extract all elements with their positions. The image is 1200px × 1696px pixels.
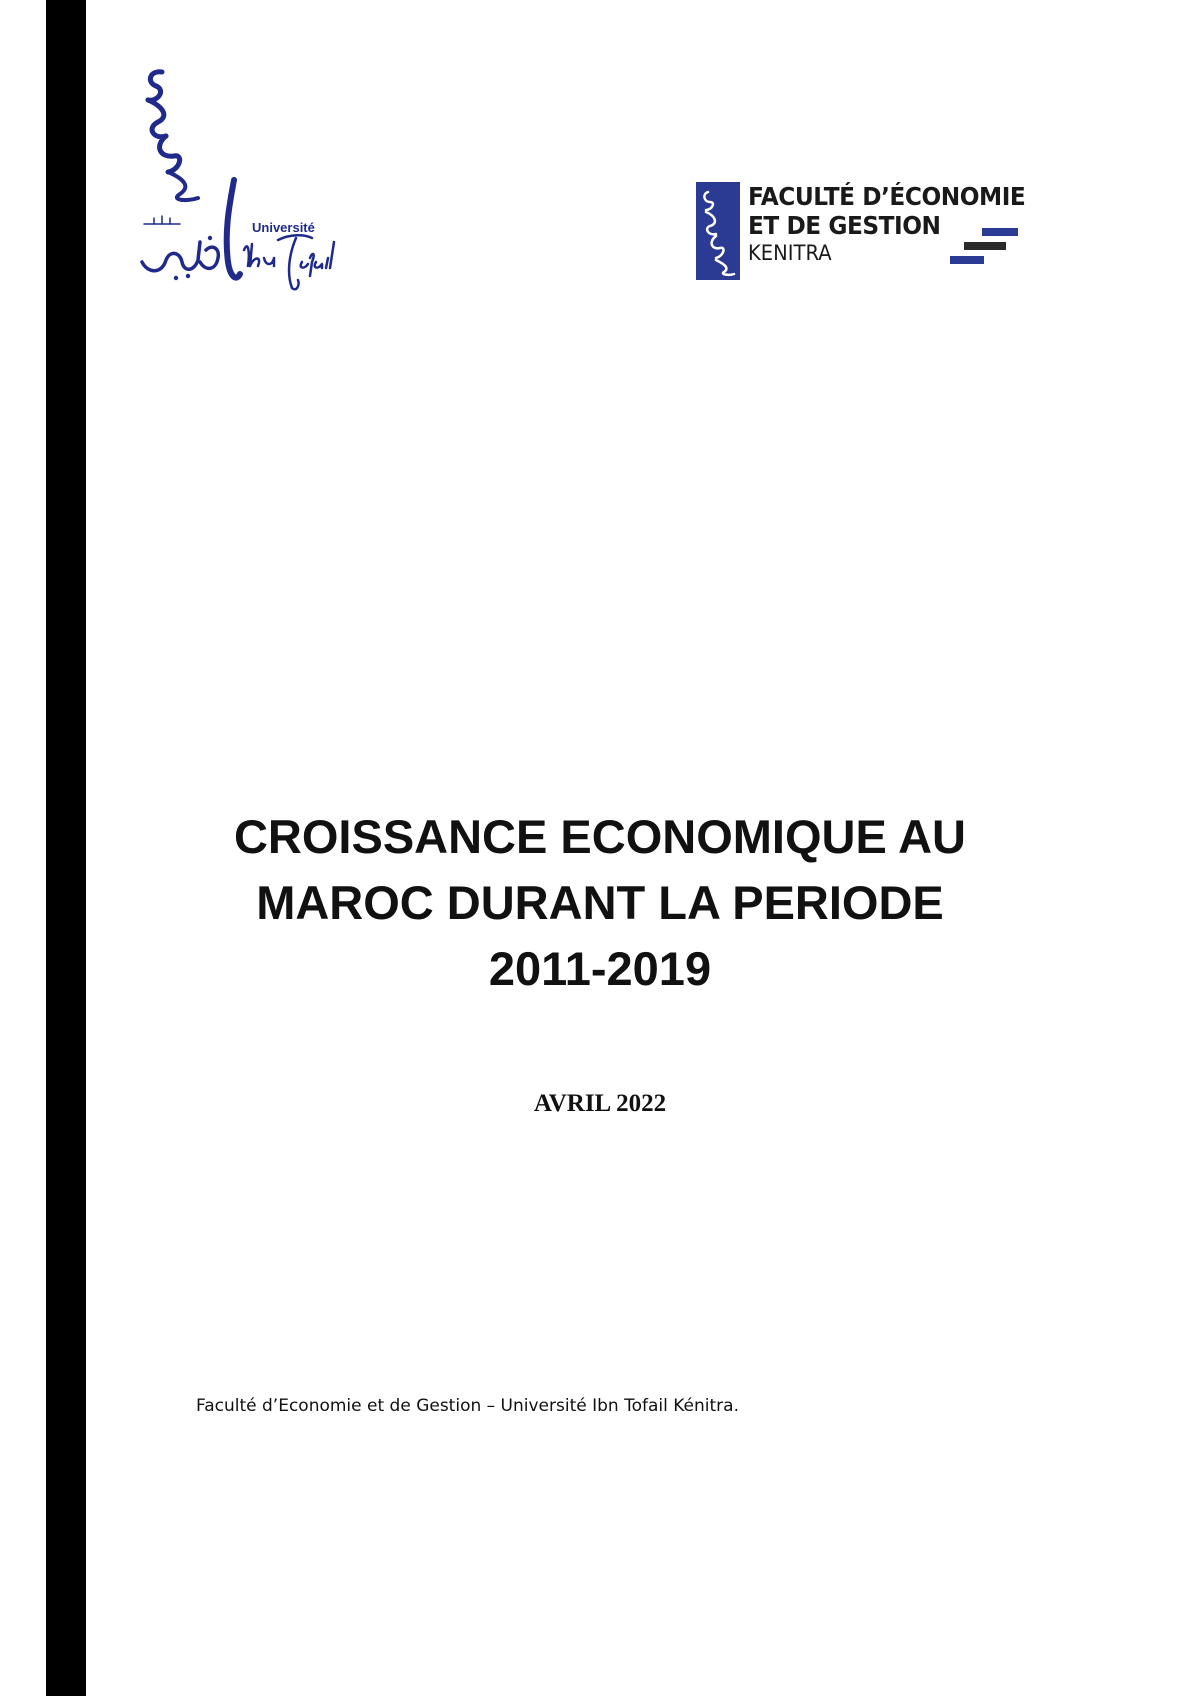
faculty-logo-line3: KENITRA xyxy=(748,241,832,265)
faculty-economics-logo xyxy=(696,182,1026,282)
stripe-middle xyxy=(964,242,1006,250)
stripe-bottom xyxy=(950,256,984,264)
title-line-1: CROISSANCE ECONOMIQUE AU xyxy=(233,810,967,863)
document-title xyxy=(180,804,1020,1002)
faculty-logo-line1: FACULTÉ D’ÉCONOMIE xyxy=(748,182,1026,211)
left-margin-bar xyxy=(46,0,86,1696)
faculty-logo-emblem xyxy=(696,182,740,280)
document-date: AVRIL 2022 xyxy=(533,1090,667,1117)
title-line-3: 2011-2019 xyxy=(488,942,712,995)
institution-affiliation: Faculté d’Economie et de Gestion – Université Ibn Tofail Kénitra. xyxy=(196,1396,739,1416)
title-line-2: MAROC DURANT LA PERIODE xyxy=(256,876,944,929)
faculty-logo-stripes xyxy=(950,228,1020,268)
svg-text:Université: Université xyxy=(252,220,315,235)
faculty-logo-line2: ET DE GESTION xyxy=(748,211,941,240)
ibn-tofail-university-logo xyxy=(140,62,350,294)
stripe-top xyxy=(982,228,1018,236)
